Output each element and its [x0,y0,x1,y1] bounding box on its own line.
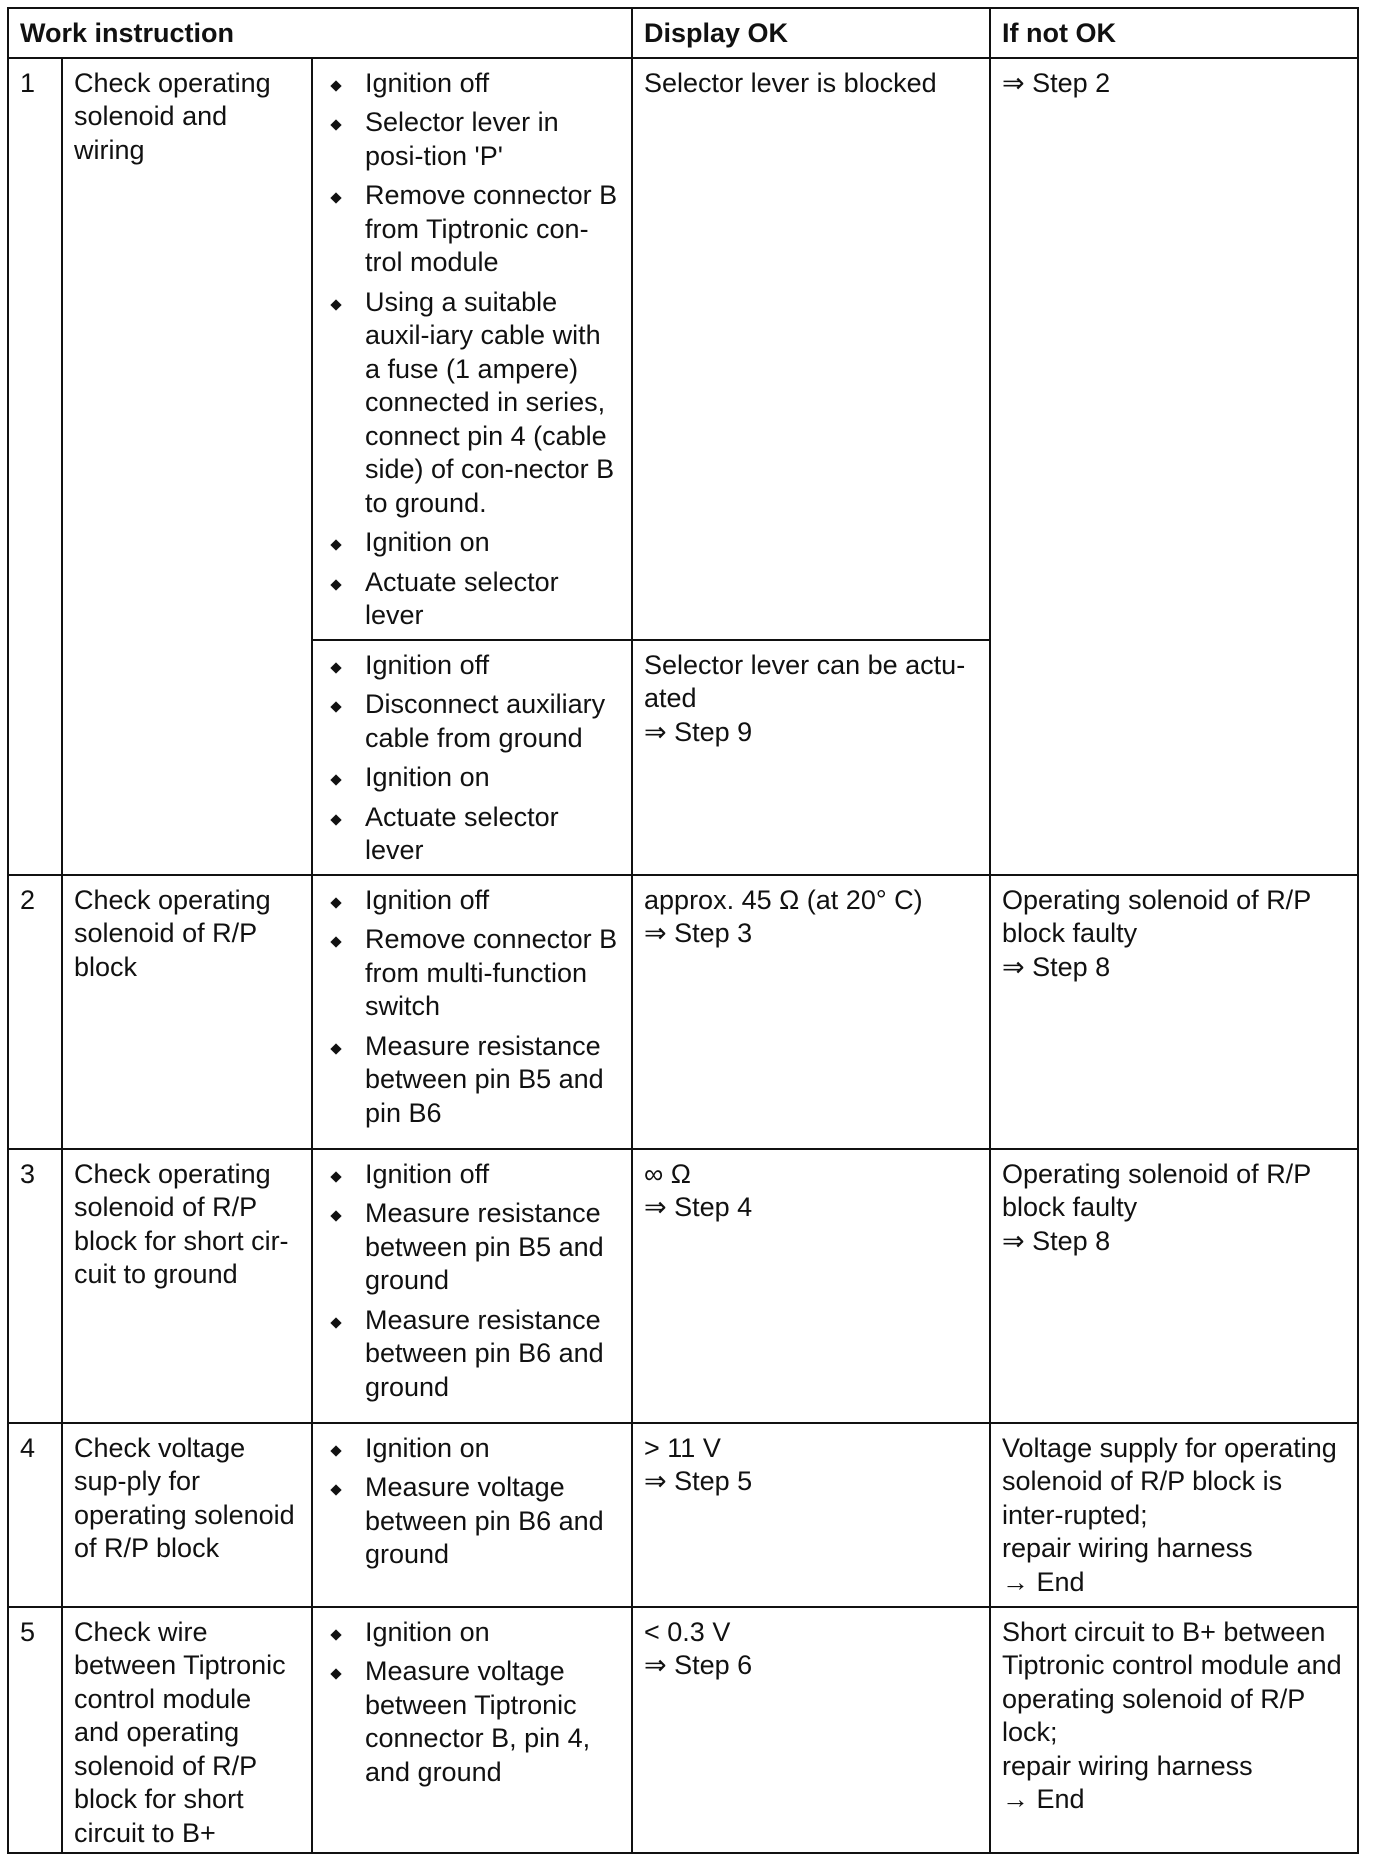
header-if-not-ok: If not OK [990,8,1358,58]
bullet-diamond-icon [330,1668,341,1679]
bullet-diamond-icon [330,1484,341,1495]
display-ok-cell: ∞ Ω ⇒ Step 4 [632,1149,990,1423]
action-item: Ignition off [324,67,621,101]
header-display-ok: Display OK [632,8,990,58]
action-item: Ignition on [324,761,621,795]
step-actions [312,1423,632,1607]
display-ok-cell: > 11 V ⇒ Step 5 [632,1423,990,1607]
action-item: Disconnect auxiliary cable from ground [324,688,621,755]
bullet-diamond-icon [330,814,341,825]
action-item: Ignition on [324,526,621,560]
step-number: 1 [8,58,62,875]
bullet-diamond-icon [330,80,341,91]
step-number: 5 [8,1607,62,1854]
action-item: Ignition on [324,1432,621,1466]
header-row [8,8,1358,58]
step-number: 4 [8,1423,62,1607]
step-title: Check operating solenoid of R/P block for short cir-cuit to ground [62,1149,312,1423]
display-ok-cell: Selector lever is blocked [632,58,990,640]
table-row [8,1149,1358,1423]
bullet-diamond-icon [330,662,341,673]
bullet-diamond-icon [330,1043,341,1054]
bullet-diamond-icon [330,539,341,550]
action-item: Ignition off [324,1158,621,1192]
action-item: Actuate selector lever [324,566,621,633]
bullet-diamond-icon [330,1210,341,1221]
step-actions [312,1149,632,1423]
if-not-ok-cell: Voltage supply for operating solenoid of R/P block is inter-rupted; repair wiring harness → End [990,1423,1358,1607]
display-ok-cell: Selector lever can be actu-ated ⇒ Step 9 [632,640,990,875]
bullet-diamond-icon [330,897,341,908]
header-work-instruction: Work instruction [8,8,632,58]
step-title: Check operating solenoid and wiring [62,58,312,875]
bullet-diamond-icon [330,701,341,712]
step-number: 3 [8,1149,62,1423]
action-item: Remove connector B from multi-function switch [324,923,621,1024]
bullet-diamond-icon [330,1317,341,1328]
display-ok-cell: < 0.3 V ⇒ Step 6 [632,1607,990,1854]
action-item: Using a suitable auxil-iary cable with a fuse (1 ampere) connected in series, connect pin 4 (cable side) of con-nector B to ground. [324,286,621,521]
action-item: Measure resistance between pin B6 and ground [324,1304,621,1405]
action-item: Measure resistance between pin B5 and pin B6 [324,1030,621,1131]
table-row [8,1607,1358,1854]
step-actions [312,58,632,640]
if-not-ok-cell: Operating solenoid of R/P block faulty ⇒ Step 8 [990,1149,1358,1423]
bullet-diamond-icon [330,936,341,947]
action-item: Ignition on [324,1616,621,1650]
table-row [8,1423,1358,1607]
display-ok-cell: approx. 45 Ω (at 20° C) ⇒ Step 3 [632,875,990,1149]
step-title: Check wire between Tiptronic control module and operating solenoid of R/P block for short circuit to B+ [62,1607,312,1854]
step-number: 2 [8,875,62,1149]
if-not-ok-cell: ⇒ Step 2 [990,58,1358,875]
action-item: Measure resistance between pin B5 and ground [324,1197,621,1298]
action-item: Ignition off [324,649,621,683]
bullet-diamond-icon [330,579,341,590]
if-not-ok-cell: Short circuit to B+ between Tiptronic control module and operating solenoid of R/P lock; repair wiring harness → End [990,1607,1358,1854]
action-item: Actuate selector lever [324,801,621,868]
action-item: Measure voltage between pin B6 and ground [324,1471,621,1572]
step-actions [312,1607,632,1854]
bullet-diamond-icon [330,774,341,785]
table-row [8,58,1358,640]
bullet-diamond-icon [330,1171,341,1182]
bullet-diamond-icon [330,1445,341,1456]
bullet-diamond-icon [330,119,341,130]
step-actions [312,875,632,1149]
action-item: Selector lever in posi-tion 'P' [324,106,621,173]
bullet-diamond-icon [330,192,341,203]
bullet-diamond-icon [330,1629,341,1640]
step-title: Check operating solenoid of R/P block [62,875,312,1149]
step-title: Check voltage sup-ply for operating solenoid of R/P block [62,1423,312,1607]
table-row [8,875,1358,1149]
action-item: Ignition off [324,884,621,918]
if-not-ok-cell: Operating solenoid of R/P block faulty ⇒ Step 8 [990,875,1358,1149]
action-item: Measure voltage between Tiptronic connector B, pin 4, and ground [324,1655,621,1789]
bullet-diamond-icon [330,299,341,310]
step-actions [312,640,632,875]
work-instruction-table [7,7,1359,1854]
action-item: Remove connector B from Tiptronic con-trol module [324,179,621,280]
